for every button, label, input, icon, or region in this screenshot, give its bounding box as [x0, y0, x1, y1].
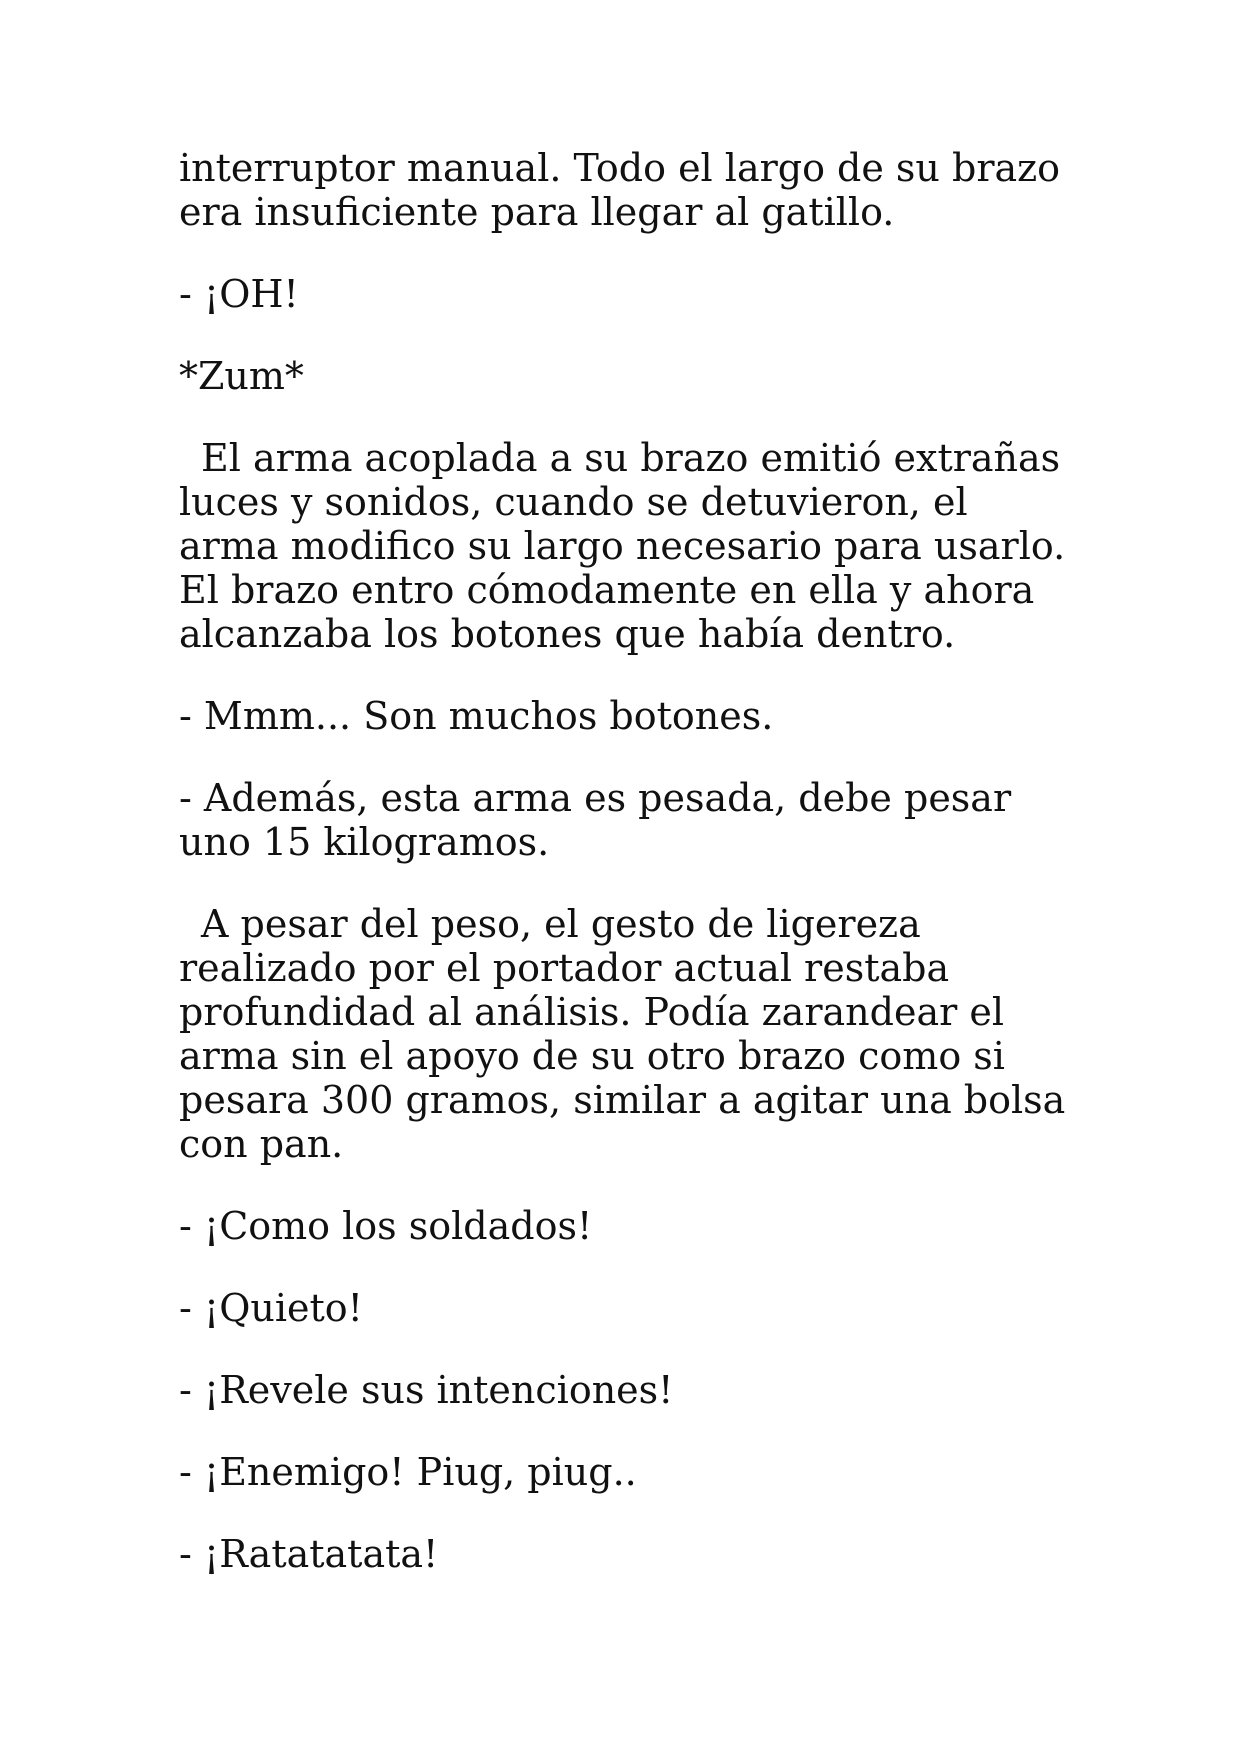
dialogue-line: - ¡Revele sus intenciones!	[179, 1368, 674, 1412]
dialogue-line: - ¡OH!	[179, 272, 299, 316]
narrative-paragraph: El arma acoplada a su brazo emitió extrañas luces y sonidos, cuando se detuvieron, el arma modifico su largo necesario para usarlo. El brazo entro cómodamente en ella y ahora alcanzaba los botones que había dentro.	[179, 436, 1078, 656]
document-body	[179, 146, 1079, 1614]
sound-effect-line: *Zum*	[179, 354, 304, 398]
dialogue-line: - Mmm... Son muchos botones.	[179, 694, 774, 738]
paragraph-continuation: interruptor manual. Todo el largo de su brazo era insuficiente para llegar al gatillo.	[179, 146, 1073, 234]
dialogue-line: - ¡Ratatatata!	[179, 1532, 439, 1576]
dialogue-line: - ¡Quieto!	[179, 1286, 363, 1330]
dialogue-line: - ¡Como los soldados!	[179, 1204, 593, 1248]
dialogue-line: - Además, esta arma es pesada, debe pesar uno 15 kilogramos.	[179, 776, 1024, 864]
narrative-paragraph: A pesar del peso, el gesto de ligereza realizado por el portador actual restaba profundidad al análisis. Podía zarandear el arma sin el apoyo de su otro brazo como si pesara 300 gramos, similar a agitar una bolsa con pan.	[179, 902, 1078, 1166]
dialogue-line: - ¡Enemigo! Piug, piug..	[179, 1450, 637, 1494]
